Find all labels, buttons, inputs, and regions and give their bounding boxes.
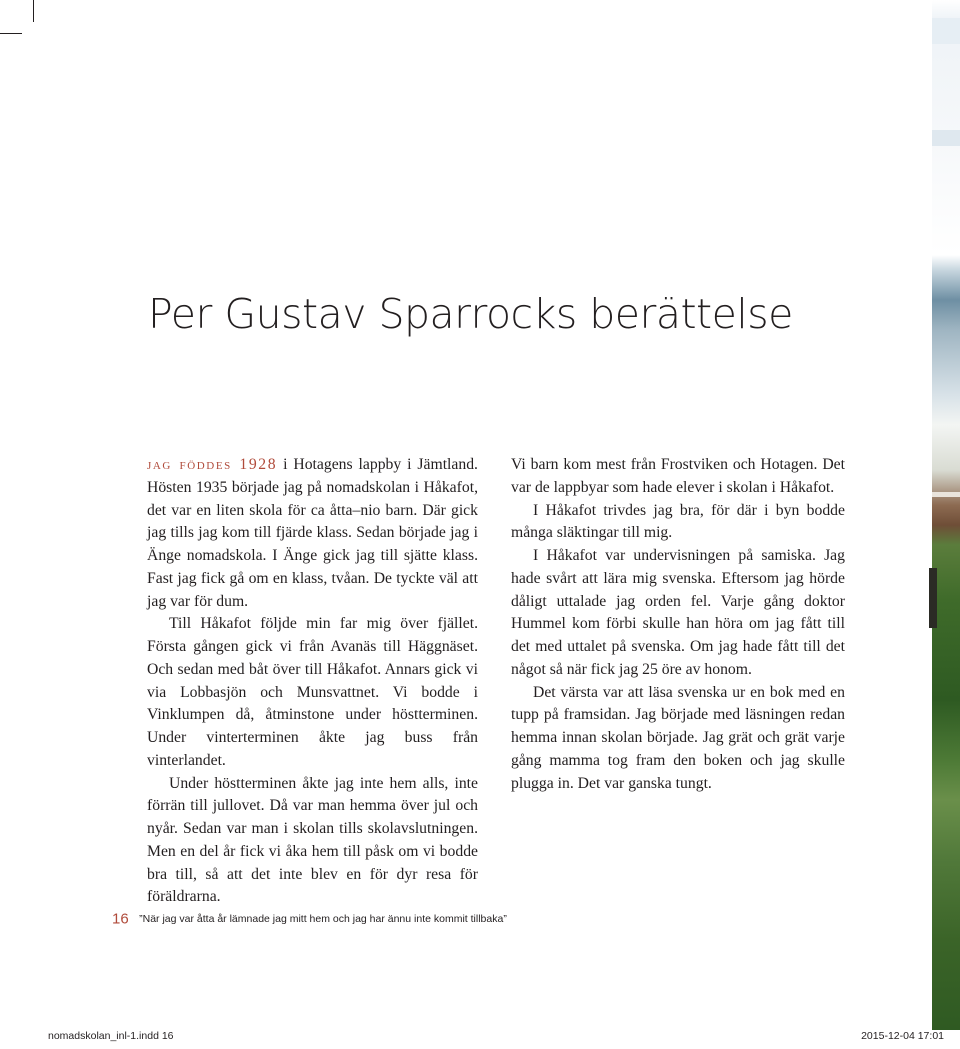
page-number: 16	[112, 910, 129, 928]
paragraph: I Håkafot var undervisningen på samiska. Jag hade svårt att lära mig svenska. Eftersom jag hörde dåligt uttalade jag orden fel. Varje gång doktor Hummel kom förbi skulle han höra om jag fått till det med uttalet på svenska. Om jag hade fått till det något så när fick jag 25 öre av honom.	[511, 547, 845, 678]
page-footer	[112, 910, 507, 928]
crop-mark	[33, 0, 34, 22]
page-title: Per Gustav Sparrocks berättelse	[148, 290, 793, 338]
paragraph: Under höstterminen åkte jag inte hem alls, inte förrän till jullovet. Då var man hemma över jul och nyår. Sedan var man i skolan tills skolavslutningen. Men en del år fick vi åka hem till påsk om vi bodde bra till, så att det inte blev en för dyr resa för föräldrarna.	[147, 774, 478, 906]
left-column	[147, 454, 478, 909]
paragraph: Vi barn kom mest från Frostviken och Hotagen. Det var de lappbyar som hade elever i skolan i Håkafot.	[511, 456, 845, 496]
print-slug	[0, 1027, 960, 1045]
slug-filename: nomadskolan_inl-1.indd 16	[48, 1030, 174, 1042]
right-column	[511, 454, 845, 795]
slug-timestamp: 2015-12-04 17:01	[861, 1030, 944, 1042]
paragraph: Till Håkafot följde min far mig över fjället. Första gången gick vi från Avanäs till Häggnäset. Och sedan med båt över till Håkafot. Annars gick vi via Lobbasjön och Munsvattnet. Vi bodde i Vinklumpen då, åtminstone under höstterminen. Under vinterterminen åkte jag buss från vinterlandet.	[147, 615, 478, 769]
landscape-photo	[922, 0, 960, 1030]
paragraph: jag föddes 1928 i Hotagens lappby i Jämtland. Hösten 1935 började jag på nomadskolan i Håkafot, det var en liten skola för ca åtta–nio barn. Där gick jag tills jag kom till fjärde klass. Sedan började jag i Änge nomadskola. I Änge gick jag till sjätte klass. Fast jag fick gå om en klass, tvåan. De tyckte väl att jag var för dum.	[147, 456, 478, 610]
footer-quote: ”När jag var åtta år lämnade jag mitt hem och jag har ännu inte kommit tillbaka”	[139, 912, 507, 925]
paragraph: I Håkafot trivdes jag bra, för där i byn bodde många släktingar till mig.	[511, 501, 845, 542]
paragraph: Det värsta var att läsa svenska ur en bok med en tupp på framsidan. Jag började med läsningen redan hemma innan skolan började. Jag grät och grät varje gång mamma tog fram den boken och jag skulle plugga in. Det var ganska tungt.	[511, 683, 845, 792]
lead-in: jag föddes 1928	[147, 456, 278, 473]
crop-mark	[0, 33, 22, 34]
